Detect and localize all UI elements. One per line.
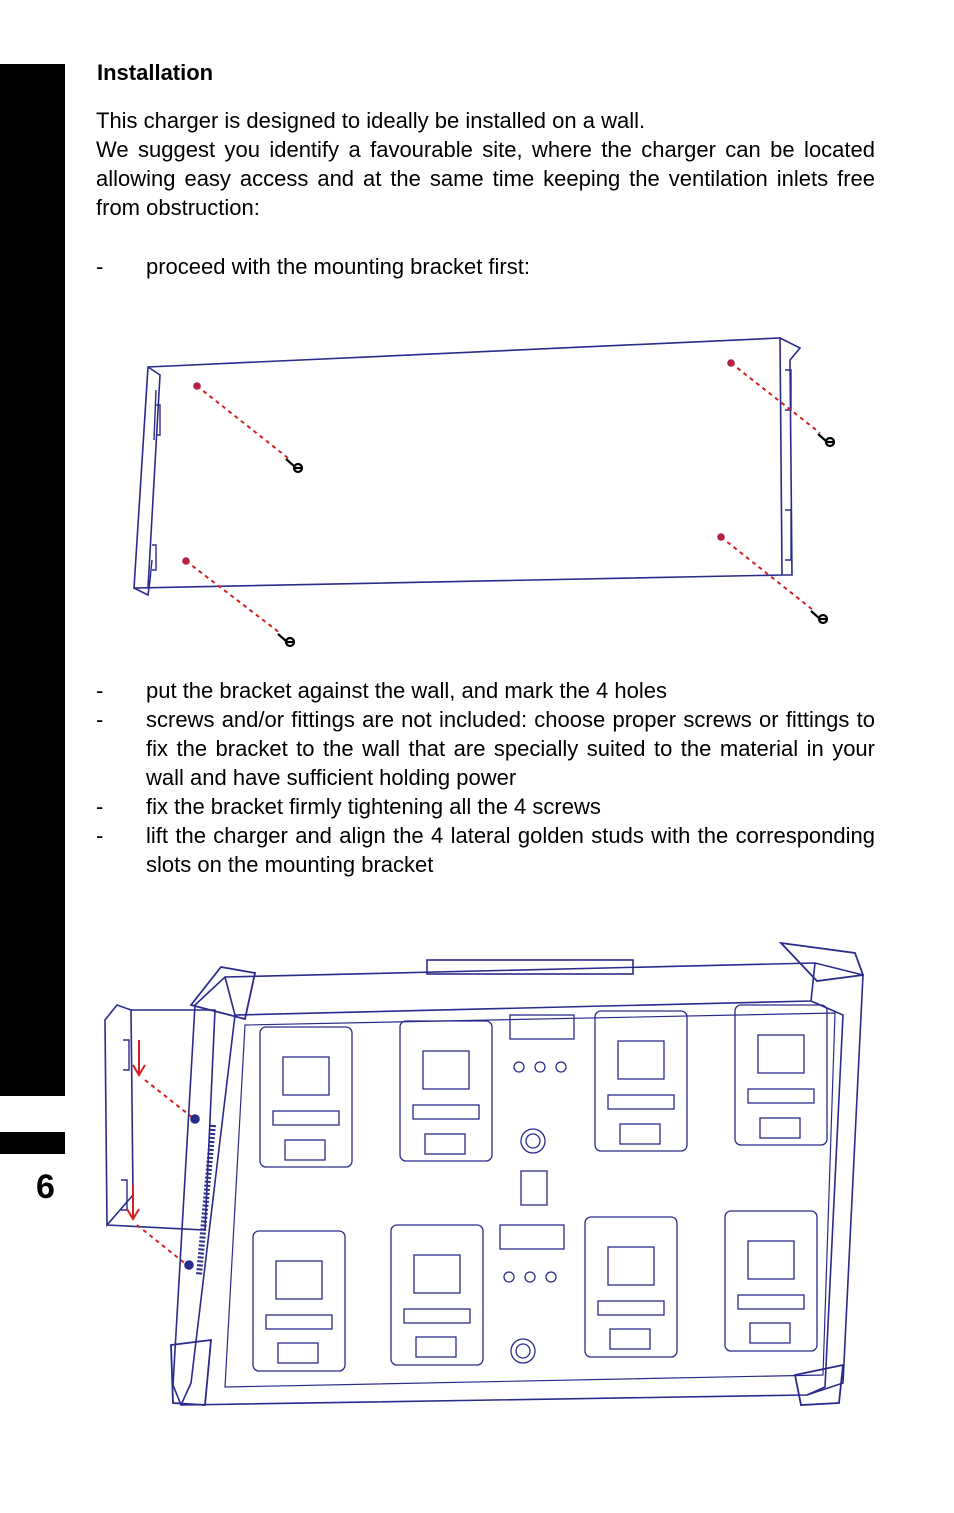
step-text: screws and/or fittings are not included: choose proper screws or fittings to fix the bracket to the wall that are specially suited to the material in your wall and have sufficient holding power [146, 707, 875, 790]
charger-mounting-figure [95, 935, 875, 1435]
step-text: put the bracket against the wall, and mark the 4 holes [146, 678, 667, 703]
charger-body [173, 963, 863, 1405]
bullet-dash: - [96, 254, 104, 279]
screw-guides [186, 363, 820, 633]
bullet-dash: - [96, 823, 104, 848]
step-list-a [96, 252, 875, 281]
intro-paragraph-1: This charger is designed to ideally be installed on a wall. [96, 108, 646, 133]
bracket-side [105, 1005, 133, 1225]
step-list-b [96, 676, 875, 879]
step-text: fix the bracket firmly tightening all the 4 screws [146, 794, 601, 819]
list-item [96, 676, 875, 705]
bullet-dash: - [96, 794, 104, 819]
list-item [96, 821, 875, 879]
screw-icon [278, 434, 834, 646]
battery-plates [253, 1005, 827, 1371]
intro-paragraph-2: We suggest you identify a favourable site, where the charger can be located allowing easy access and at the same time keeping the ventilation inlets free from obstruction: [96, 137, 875, 220]
side-thumb-tab [0, 1132, 65, 1154]
section-title: Installation [97, 60, 214, 85]
center-controls [500, 1015, 574, 1363]
bracket-plate [134, 338, 782, 588]
list-item [96, 252, 875, 281]
side-thumb-bar [0, 64, 65, 1096]
step-text: lift the charger and align the 4 lateral golden studs with the corresponding slots on the mounting bracket [146, 823, 875, 877]
bullet-dash: - [96, 707, 104, 732]
bullet-dash: - [96, 678, 104, 703]
corner-bumpers [171, 943, 863, 1405]
bracket-right-flange [780, 338, 800, 575]
mounting-holes [183, 360, 734, 564]
step-text: proceed with the mounting bracket first: [146, 254, 530, 279]
page-number: 6 [36, 1168, 55, 1206]
list-item [96, 705, 875, 792]
list-item [96, 792, 875, 821]
mounting-bracket-figure [120, 330, 840, 650]
